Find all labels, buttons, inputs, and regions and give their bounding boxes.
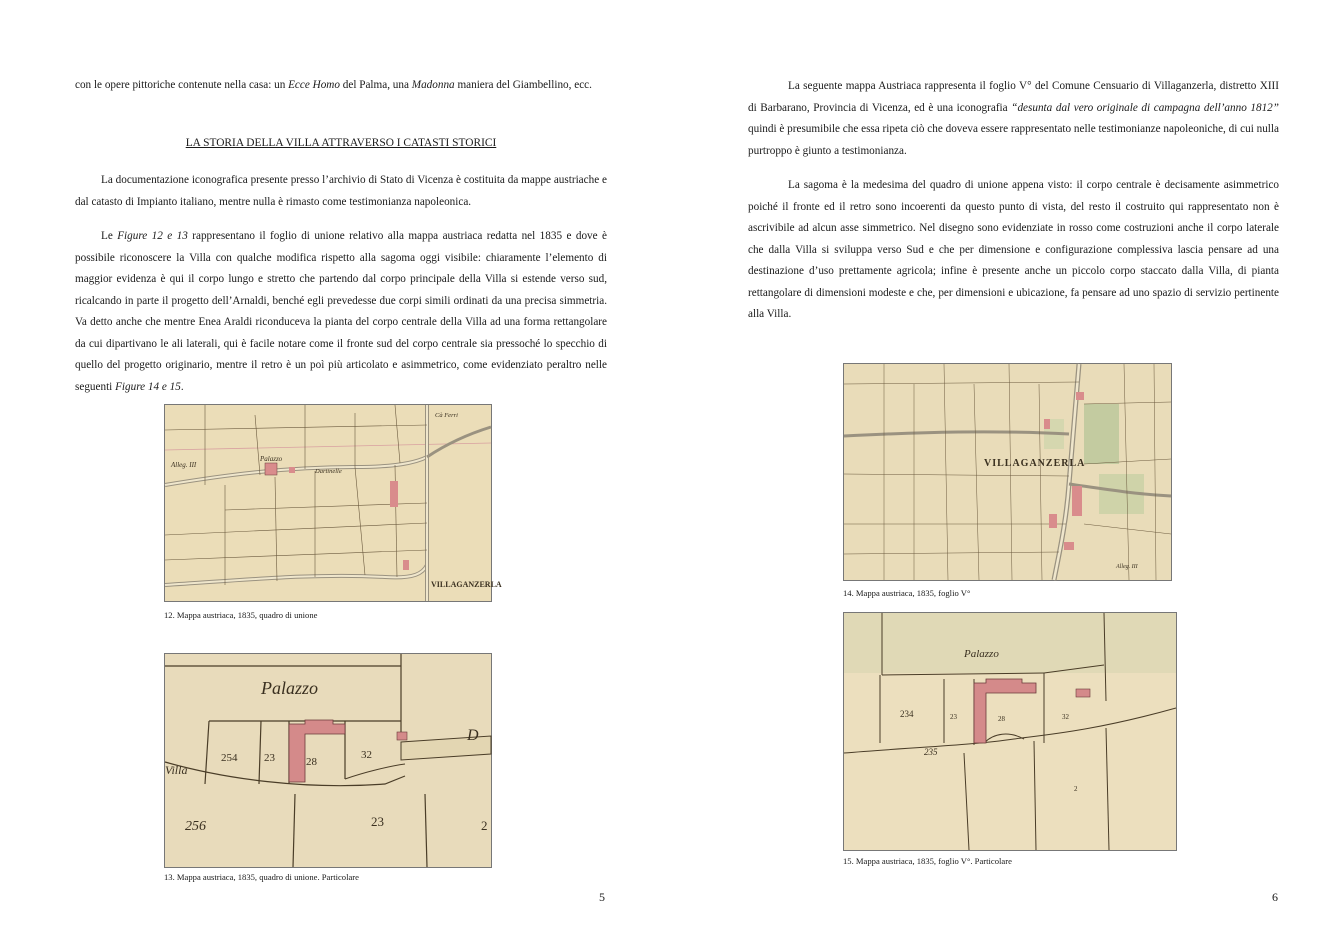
docs-paragraph — [75, 170, 607, 213]
figures-emph-1: Figure 12 e 13 — [117, 230, 188, 242]
fig13-label-23b: 23 — [371, 814, 384, 829]
fig15-label-28: 28 — [998, 715, 1005, 723]
figures-text-1: Le — [101, 230, 118, 242]
fig12-label-palazzo: Palazzo — [260, 455, 283, 463]
fig13-label-palazzo: Palazzo — [261, 678, 319, 698]
intro-emph-2: Madonna — [411, 79, 455, 91]
figure-15-map — [843, 612, 1177, 851]
sagoma-paragraph — [748, 175, 1279, 326]
figure-15-caption: 15. Mappa austriaca, 1835, foglio V°. Particolare — [843, 856, 1012, 866]
fig15-label-235: 235 — [924, 747, 938, 757]
left-page — [0, 0, 670, 948]
figures-paragraph — [75, 226, 607, 398]
fig15-label-234: 234 — [900, 709, 914, 719]
fig13-label-28: 28 — [306, 756, 317, 768]
fig13-label-villa: Villa — [165, 763, 188, 777]
fig12-label-ca: Cà Ferri — [435, 412, 458, 419]
fig13-label-256: 256 — [185, 819, 206, 834]
intro-text-3: maniera del Giambellino, ecc. — [454, 79, 592, 91]
map-text-2: quindi è presumibile che essa ripeta ciò che doveva essere rappresentato nelle testimonianze napoleoniche, di cui nulla purtroppo è giunto a testimonianza. — [748, 123, 1279, 157]
page-number-left: 5 — [599, 890, 605, 904]
map-paragraph — [748, 76, 1279, 162]
figure-13-map — [164, 653, 492, 868]
figures-text-2: rappresentano il foglio di unione relativo alla mappa austriaca redatta nel 1835 e dove è possibile riconoscere la Villa con qualche modifica rispetto alla sagoma oggi visibile: chiaramente l’elemento di maggior evidenza è qui il corpo lungo e stretto che partendo dal corpo principale della Villa si estende verso sud, ricalcando in parte il progetto dell’Arnaldi, benché egli prevedesse due corpi simili ordinati da una precisa simmetria. Va detto anche che mentre Enea Araldi riconduceva la pianta del corpo centrale della Villa ad una forma rettangolare da cui dipartivano le ali laterali, qui è facile notare come il fronte sud del corpo centrale sia pressoché lo specchio di quello del progetto originario, mentre il retro è un poì più articolato e asimmetrico, come evidenziato peraltro nelle seguenti — [75, 230, 607, 393]
fig13-label-254: 254 — [221, 752, 238, 764]
fig15-label-palazzo: Palazzo — [964, 648, 999, 660]
fig14-label-allegato: Alleg. III — [1116, 564, 1138, 570]
figures-emph-2: Figure 14 e 15 — [115, 380, 181, 393]
fig15-label-23: 23 — [950, 713, 957, 721]
fig12-label-strada: Dartinelle — [315, 468, 342, 475]
fig13-label-32: 32 — [361, 749, 372, 761]
fig13-label-23a: 23 — [264, 752, 275, 764]
map-emph-1: “desunta dal vero originale di campagna dell’anno 1812” — [1011, 101, 1279, 114]
intro-text-1: con le opere pittoriche contenute nella casa: un — [75, 79, 289, 91]
fig13-label-2: 2 — [481, 818, 488, 833]
sagoma-text: La sagoma è la medesima del quadro di unione appena visto: il corpo centrale è decisamente asimmetrico poiché il fronte ed il retro sono incoerenti da questo punto di vista, del resto il costruito qui rappresentato non è ascrivibile ad alcun asse simmetrico. Nel disegno sono evidenziate in rosso come costruzioni anche il corpo laterale che dalla Villa si sviluppa verso Sud e che per dimensione e configurazione complessiva lascia pensare ad una destinazione d’uso prettamente agricola; infine è presente anche un piccolo corpo staccato dalla Villa, di pianta rettangolare di dimensioni modeste e che, per dimensioni e ubicazione, fa pensare ad uno spazio di servizio pertinente alla Villa. — [748, 179, 1279, 320]
figure-12-caption: 12. Mappa austriaca, 1835, quadro di unione — [164, 610, 318, 620]
fig15-label-32: 32 — [1062, 713, 1069, 721]
fig14-label-place: VILLAGANZERLA — [984, 458, 1086, 469]
figure-13-caption: 13. Mappa austriaca, 1835, quadro di unione. Particolare — [164, 872, 359, 882]
docs-text: La documentazione iconografica presente presso l’archivio di Stato di Vicenza è costituita da mappe austriache e dal catasto di Impianto italiano, mentre nulla è rimasto come testimonianza napoleonica. — [75, 174, 607, 208]
figures-text-3: . — [180, 380, 184, 393]
intro-emph-1: Ecce Homo — [288, 79, 340, 91]
fig15-label-2: 2 — [1074, 785, 1078, 793]
fig12-label-place: VILLAGANZERLA — [431, 580, 502, 589]
section-heading: LA STORIA DELLA VILLA ATTRAVERSO I CATASTI STORICI — [185, 137, 497, 149]
intro-paragraph — [75, 75, 607, 97]
figure-14-caption: 14. Mappa austriaca, 1835, foglio V° — [843, 588, 971, 598]
page-number-right: 6 — [1272, 890, 1278, 904]
figure-14-map — [843, 363, 1172, 581]
figure-12-map — [164, 404, 502, 602]
map-text-1: La seguente mappa Austriaca rappresenta il foglio V° del Comune Censuario di Villaganzerla, distretto XIII di Barbarano, Provincia di Vicenza, ed è una iconografia — [748, 80, 1279, 114]
fig13-label-d: D — [467, 727, 479, 744]
fig12-label-allegato: Alleg. III — [171, 461, 197, 469]
right-page — [670, 0, 1341, 948]
intro-text-2: del Palma, una — [339, 79, 412, 91]
